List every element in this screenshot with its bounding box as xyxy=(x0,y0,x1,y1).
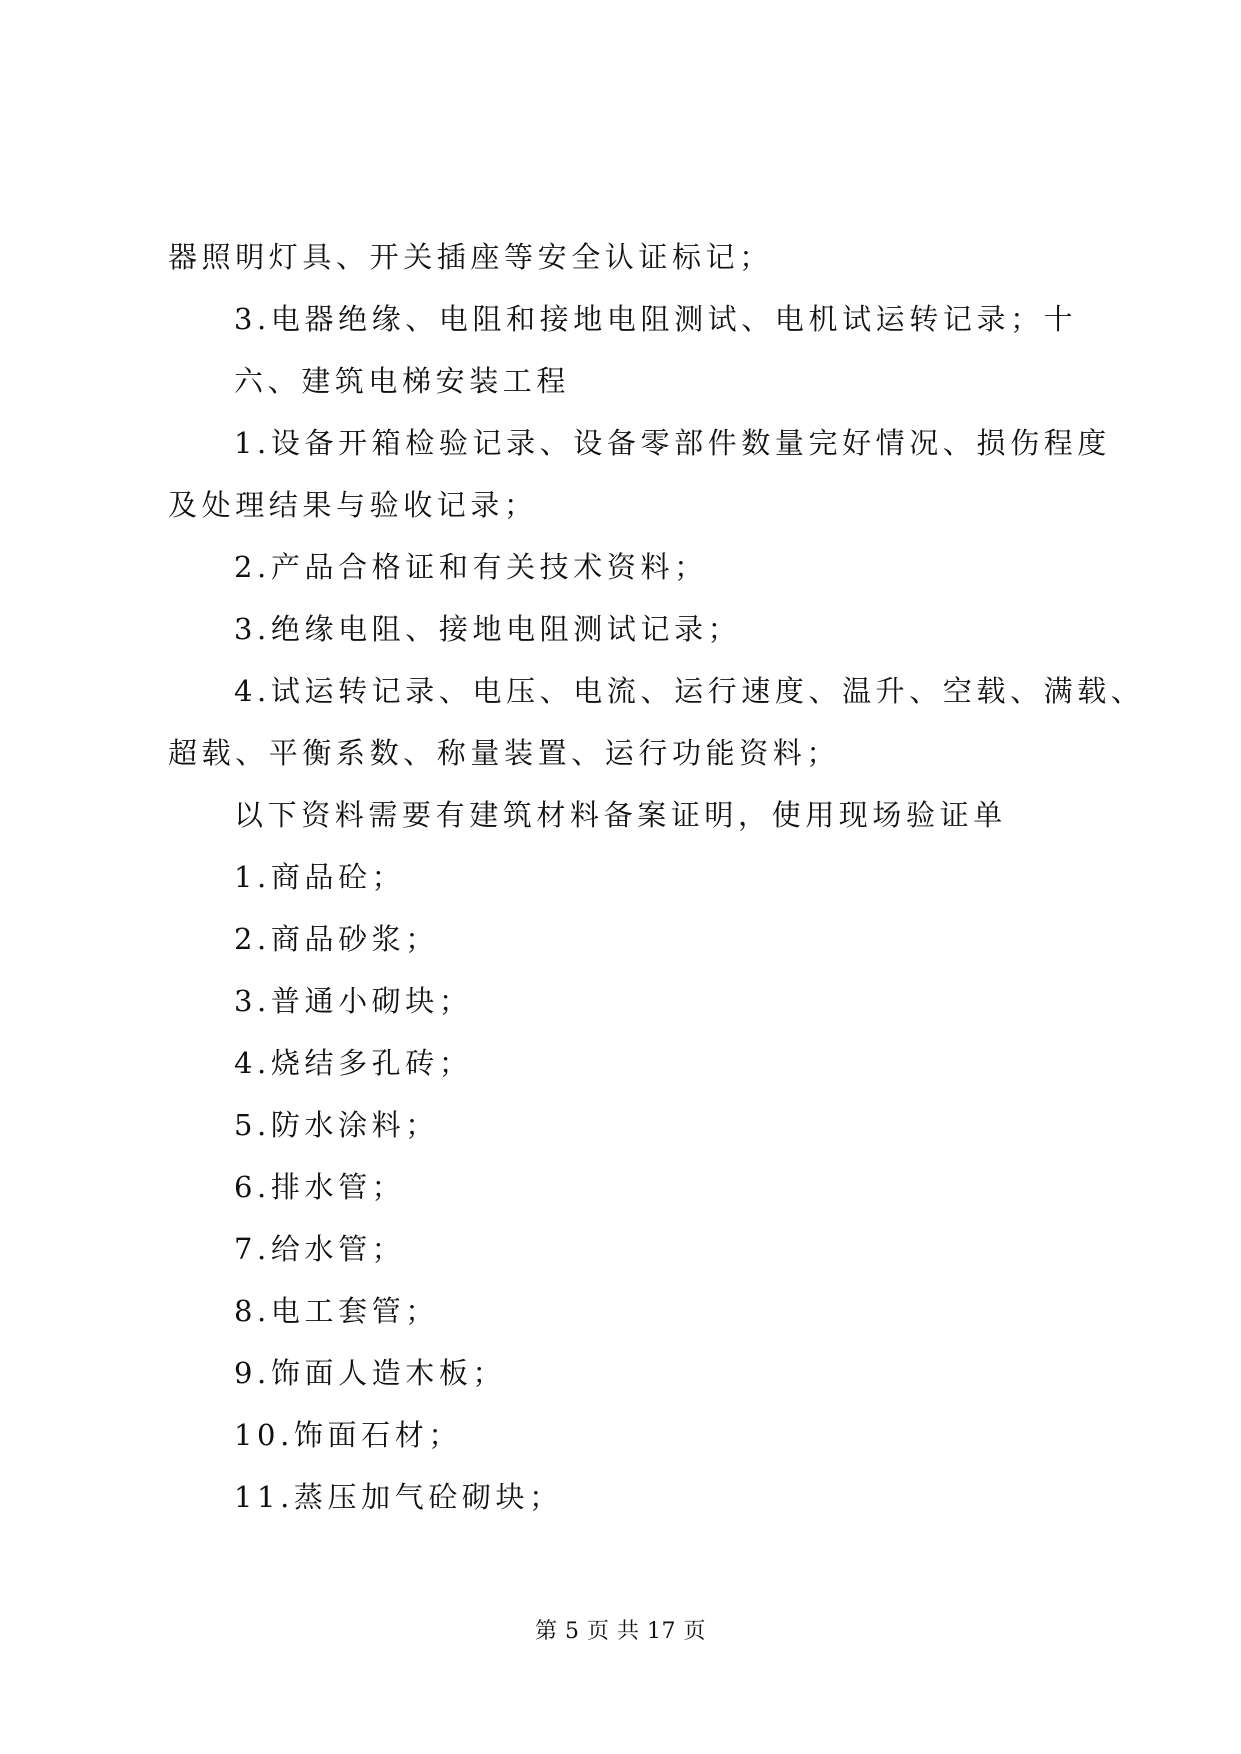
list-item: 9.饰面人造木板； xyxy=(234,1356,507,1390)
section-heading: 六、建筑电梯安装工程 xyxy=(234,364,571,398)
list-item: 7.给水管； xyxy=(234,1232,406,1266)
list-item: 3.普通小砌块； xyxy=(234,984,473,1018)
text-line: 超载、平衡系数、称量装置、运行功能资料； xyxy=(168,736,841,770)
document-body xyxy=(168,226,1145,1528)
list-item: 11.蒸压加气砼砌块； xyxy=(234,1480,563,1514)
text-line: 器照明灯具、开关插座等安全认证标记； xyxy=(168,240,773,274)
list-item: 6.排水管； xyxy=(234,1170,406,1204)
text-line: 及处理结果与验收记录； xyxy=(168,488,538,522)
list-item: 4.烧结多孔砖； xyxy=(234,1046,473,1080)
list-item: 10.饰面石材； xyxy=(234,1418,462,1452)
list-item: 1.设备开箱检验记录、设备零部件数量完好情况、损伤程度 xyxy=(234,426,1111,460)
paragraph: 以下资料需要有建筑材料备案证明，使用现场验证单 xyxy=(234,798,1007,832)
list-item: 5.防水涂料； xyxy=(234,1108,439,1142)
list-item: 4.试运转记录、电压、电流、运行速度、温升、空载、满载、 xyxy=(234,674,1145,708)
list-item: 2.产品合格证和有关技术资料； xyxy=(234,550,708,584)
list-item: 2.商品砂浆； xyxy=(234,922,439,956)
list-item: 3.电器绝缘、电阻和接地电阻测试、电机试运转记录；十 xyxy=(234,302,1078,336)
list-item: 1.商品砼； xyxy=(234,860,406,894)
list-item: 8.电工套管； xyxy=(234,1294,439,1328)
page-number-footer: 第 5 页 共 17 页 xyxy=(535,1619,706,1644)
list-item: 3.绝缘电阻、接地电阻测试记录； xyxy=(234,612,742,646)
